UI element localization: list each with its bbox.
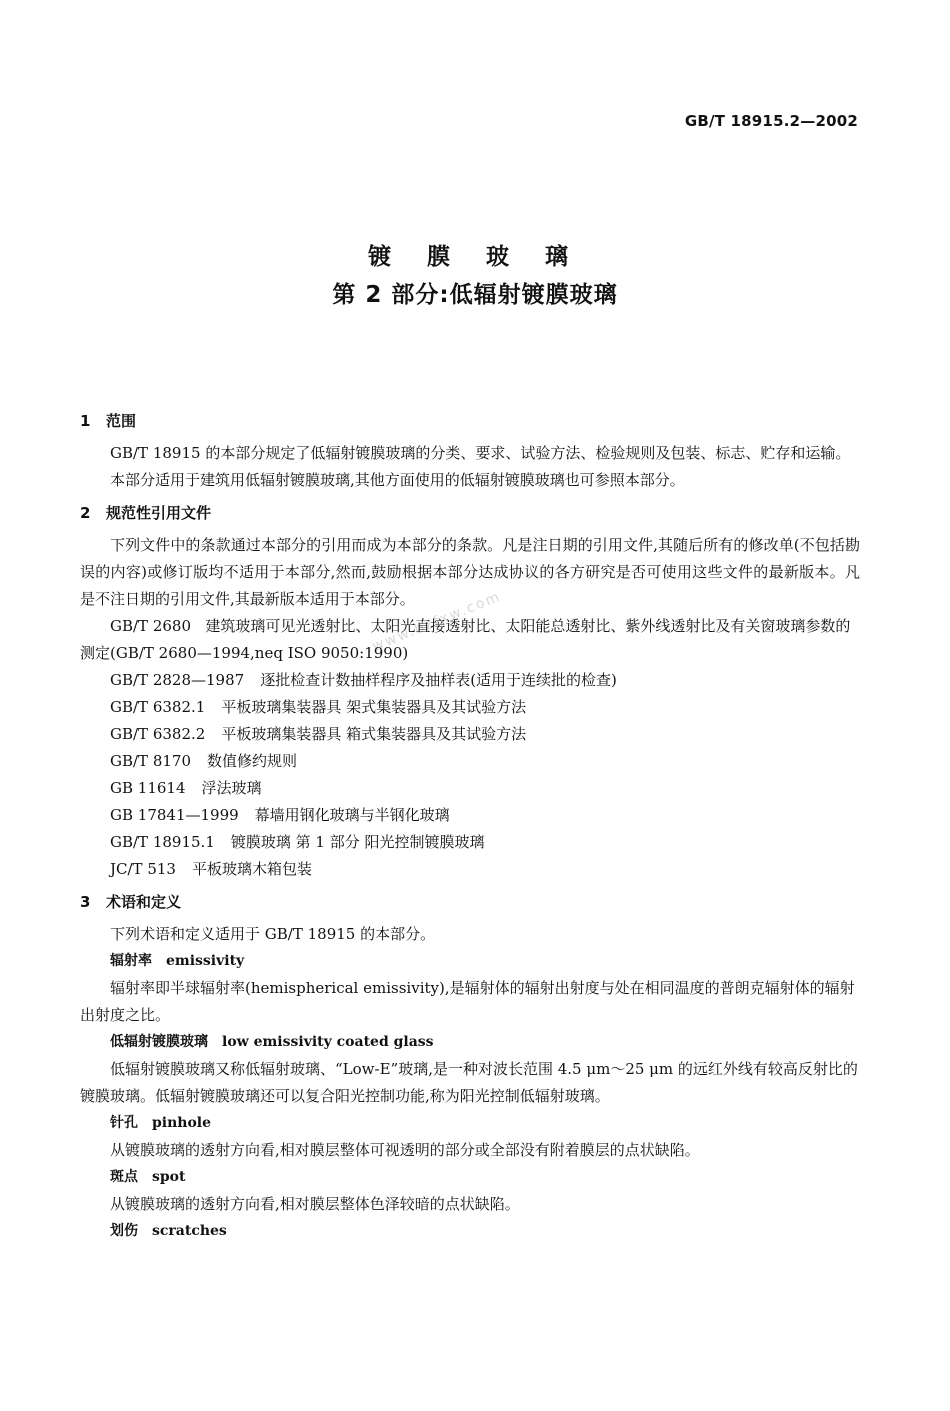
section-heading-scope [80,408,860,434]
reference-code: JC/T 513 [110,860,176,878]
reference-title: 幕墙用钢化玻璃与半钢化玻璃 [254,806,450,824]
reference-title: 平板玻璃集装器具 箱式集装器具及其试验方法 [221,725,527,743]
reference-item [80,856,860,883]
section-title: 规范性引用文件 [106,504,212,522]
reference-title: 建筑玻璃可见光透射比、太阳光直接透射比、太阳能总透射比、紫外线透射比及有关窗玻璃参数的测定(GB/T 2680—1994,neq ISO 9050:1990) [80,617,851,662]
reference-item [80,667,860,694]
term-zh: 辐射率 [110,953,152,969]
reference-item [80,802,860,829]
term-zh: 低辐射镀膜玻璃 [110,1034,208,1050]
reference-title: 平板玻璃集装器具 架式集装器具及其试验方法 [221,698,527,716]
reference-title: 平板玻璃木箱包装 [191,860,312,878]
term-en: scratches [152,1223,227,1239]
section-number: 1 [80,412,91,430]
reference-item [80,613,860,667]
reference-title: 镀膜玻璃 第 1 部分 阳光控制镀膜玻璃 [230,833,485,851]
reference-item [80,748,860,775]
reference-code: GB/T 6382.2 [110,725,206,743]
reference-code: GB 11614 [110,779,186,797]
reference-item [80,775,860,802]
reference-code: GB/T 18915.1 [110,833,215,851]
paragraph: 下列术语和定义适用于 GB/T 18915 的本部分。 [110,925,436,943]
term-en: pinhole [152,1115,212,1131]
paragraph: GB/T 18915 的本部分规定了低辐射镀膜玻璃的分类、要求、试验方法、检验规则及包装、标志、贮存和运输。 [110,444,851,462]
reference-code: GB/T 6382.1 [110,698,206,716]
document-body [80,402,860,1245]
term-entry [80,1110,860,1137]
term-zh: 划伤 [110,1223,138,1239]
term-entry [80,1218,860,1245]
reference-code: GB/T 8170 [110,752,192,770]
term-en: low emissivity coated glass [222,1034,434,1050]
term-definition: 从镀膜玻璃的透射方向看,相对膜层整体可视透明的部分或全部没有附着膜层的点状缺陷。 [110,1141,700,1159]
standard-number: GB/T 18915.2—2002 [684,112,858,130]
section-number: 2 [80,504,91,522]
term-entry [80,1029,860,1056]
section-heading-terms-definitions [80,889,860,915]
paragraph: 下列文件中的条款通过本部分的引用而成为本部分的条款。凡是注日期的引用文件,其随后所有的修改单(不包括勘误的内容)或修订版均不适用于本部分,然而,鼓励根据本部分达成协议的各方研究是否可使用这些文件的最新版本。凡是不注日期的引用文件,其最新版本适用于本部分。 [80,536,860,608]
term-definition: 从镀膜玻璃的透射方向看,相对膜层整体色泽较暗的点状缺陷。 [110,1195,520,1213]
reference-title: 逐批检查计数抽样程序及抽样表(适用于连续批的检查) [260,671,617,689]
reference-item [80,694,860,721]
term-entry [80,948,860,975]
paragraph: 本部分适用于建筑用低辐射镀膜玻璃,其他方面使用的低辐射镀膜玻璃也可参照本部分。 [110,471,685,489]
section-heading-normative-references [80,500,860,526]
reference-title: 数值修约规则 [207,752,298,770]
term-zh: 斑点 [110,1169,138,1185]
term-zh: 针孔 [110,1115,138,1131]
term-definition: 低辐射镀膜玻璃又称低辐射玻璃、“Low-E”玻璃,是一种对波长范围 4.5 μm～25 μm 的远红外线有较高反射比的镀膜玻璃。低辐射镀膜玻璃还可以复合阳光控制功能,称为阳光控制低辐射玻璃。 [80,1060,858,1105]
section-title: 术语和定义 [106,893,182,911]
reference-title: 浮法玻璃 [201,779,262,797]
term-en: emissivity [166,953,245,969]
reference-item [80,829,860,856]
watermark: www.bzfxw.com [370,588,504,655]
term-en: spot [152,1169,186,1185]
reference-code: GB/T 2828—1987 [110,671,245,689]
section-title: 范围 [106,412,137,430]
document-title: 镀 膜 玻 璃 [367,244,583,270]
term-entry [80,1164,860,1191]
term-definition: 辐射率即半球辐射率(hemispherical emissivity),是辐射体的辐射出射度与处在相同温度的普朗克辐射体的辐射出射度之比。 [80,979,855,1024]
section-number: 3 [80,893,91,911]
reference-item [80,721,860,748]
reference-code: GB/T 2680 [110,617,192,635]
document-subtitle: 第 2 部分:低辐射镀膜玻璃 [332,282,618,308]
reference-code: GB 17841—1999 [110,806,239,824]
